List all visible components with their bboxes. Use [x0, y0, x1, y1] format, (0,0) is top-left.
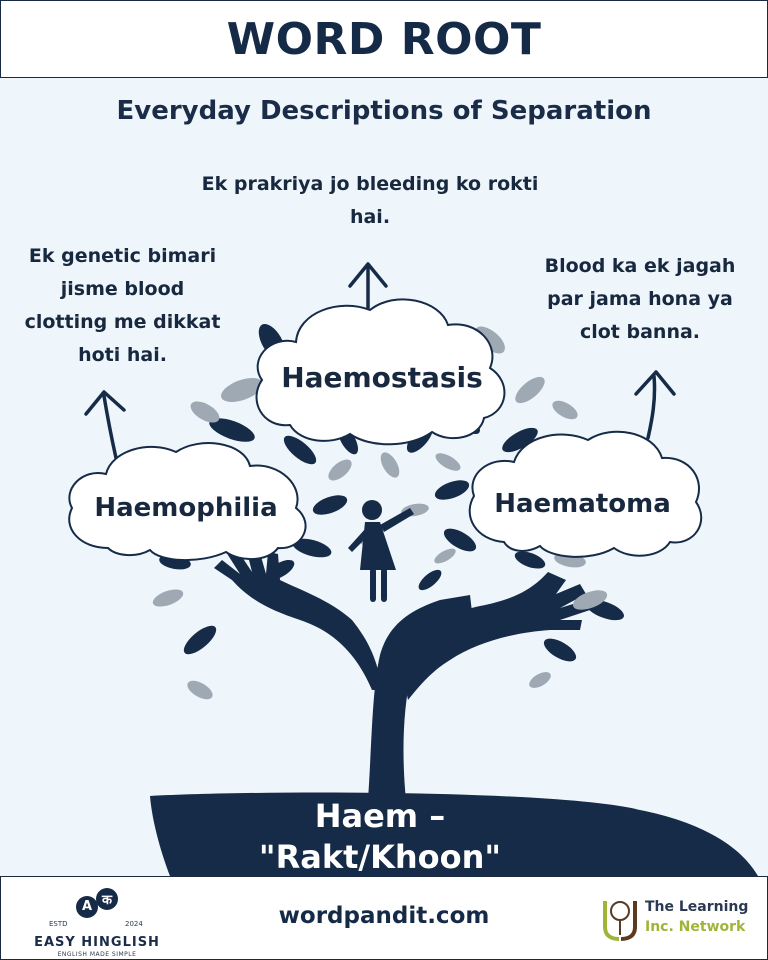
- website-link[interactable]: wordpandit.com: [278, 903, 490, 929]
- brand-name: EASY HINGLISH: [34, 935, 160, 950]
- description-top: Ek prakriya jo bleeding ko rokti hai.: [201, 173, 539, 228]
- girl-silhouette: [348, 500, 414, 602]
- root-line-1: Haem –: [314, 797, 446, 835]
- word-haemophilia: Haemophilia: [94, 493, 278, 523]
- description-left: Ek genetic bimari jisme blood clotting me dikkat hoti hai.: [24, 245, 221, 366]
- learning-inc-logo: The Learning Inc. Network: [599, 897, 759, 941]
- left-hand: [214, 546, 382, 690]
- root-line-2: "Rakt/Khoon": [258, 838, 502, 876]
- word-haematoma: Haematoma: [494, 489, 671, 519]
- description-right: Blood ka ek jagah par jama hona ya clot banna.: [544, 255, 736, 343]
- subtitle: Everyday Descriptions of Separation: [116, 96, 652, 126]
- tree-logo-icon: [599, 897, 643, 941]
- word-haemostasis: Haemostasis: [281, 361, 483, 394]
- right-hand: [400, 572, 590, 700]
- footer-bar: A क ESTD 2024 EASY HINGLISH ENGLISH MADE SIMPLE wordpandit.com The Learning Inc. Network: [0, 876, 768, 960]
- brand-tagline: ENGLISH MADE SIMPLE: [57, 951, 137, 958]
- page-title: WORD ROOT: [226, 13, 542, 65]
